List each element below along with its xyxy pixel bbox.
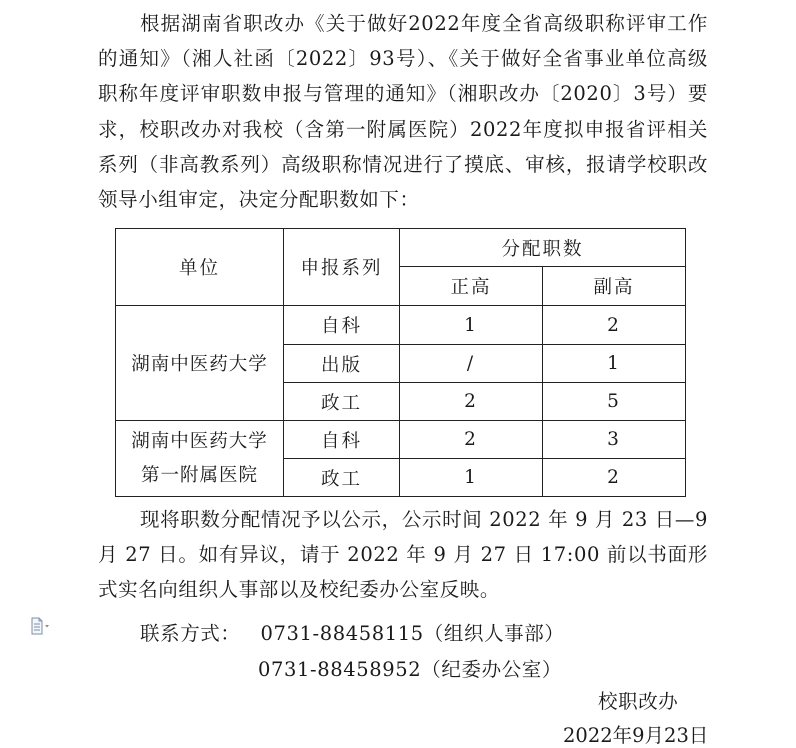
unit-cell xyxy=(116,421,284,497)
full-count-cell: 1 xyxy=(400,459,543,497)
header-series: 申报系列 xyxy=(284,229,400,306)
unit-line: 湖南中医药大学 xyxy=(131,430,268,452)
signature-office: 校职改办 xyxy=(598,690,679,713)
header-allocation: 分配职数 xyxy=(400,229,686,267)
full-count-cell: 1 xyxy=(400,306,543,345)
contact-line xyxy=(140,618,564,646)
series-cell: 自科 xyxy=(284,306,400,345)
deputy-count-cell: 2 xyxy=(543,459,686,497)
series-cell: 出版 xyxy=(284,345,400,383)
notice-paragraph: 现将职数分配情况予以公示，公示时间 2022 年 9 月 23 日—9 月 27 日。如有异议，请于 2022 年 9 月 27 日 17:00 前以书面形式实名向组织人事部以及校纪委办公室反映。 xyxy=(98,508,708,602)
full-count-cell: 2 xyxy=(400,421,543,459)
header-unit: 单位 xyxy=(116,229,284,306)
deputy-count-cell: 2 xyxy=(543,306,686,345)
unit-cell xyxy=(116,306,284,421)
contact-label: 联系方式： xyxy=(140,622,241,645)
header-senior-deputy: 副高 xyxy=(543,267,686,306)
contact-phone-discipline: 0731-88458952（纪委办公室） xyxy=(258,658,562,681)
full-count-cell: / xyxy=(400,345,543,383)
allocation-table xyxy=(115,228,686,497)
signature-date: 2022年9月23日 xyxy=(563,724,709,747)
document-icon[interactable] xyxy=(30,617,52,635)
header-senior-full: 正高 xyxy=(400,267,543,306)
series-cell: 政工 xyxy=(284,383,400,421)
deputy-count-cell: 1 xyxy=(543,345,686,383)
series-cell: 自科 xyxy=(284,421,400,459)
deputy-count-cell: 3 xyxy=(543,421,686,459)
contact-phone-hr: 0731-88458115（组织人事部） xyxy=(260,622,565,645)
intro-paragraph: 根据湖南省职改办《关于做好2022年度全省高级职称评审工作的通知》（湘人社函〔2022〕93号）、《关于做好全省事业单位高级职称年度评审职数申报与管理的通知》（湘职改办〔2020〕3号）要求，校职改办对我校（含第一附属医院）2022年度拟申报省评相关系列（非高教系列）高级职称情况进行了摸底、审核，报请学校职改领导小组审定，决定分配职数如下： xyxy=(98,12,708,212)
series-cell: 政工 xyxy=(284,459,400,497)
full-count-cell: 2 xyxy=(400,383,543,421)
deputy-count-cell: 5 xyxy=(543,383,686,421)
unit-line: 第一附属医院 xyxy=(140,464,258,486)
unit-line: 湖南中医药大学 xyxy=(131,354,268,375)
